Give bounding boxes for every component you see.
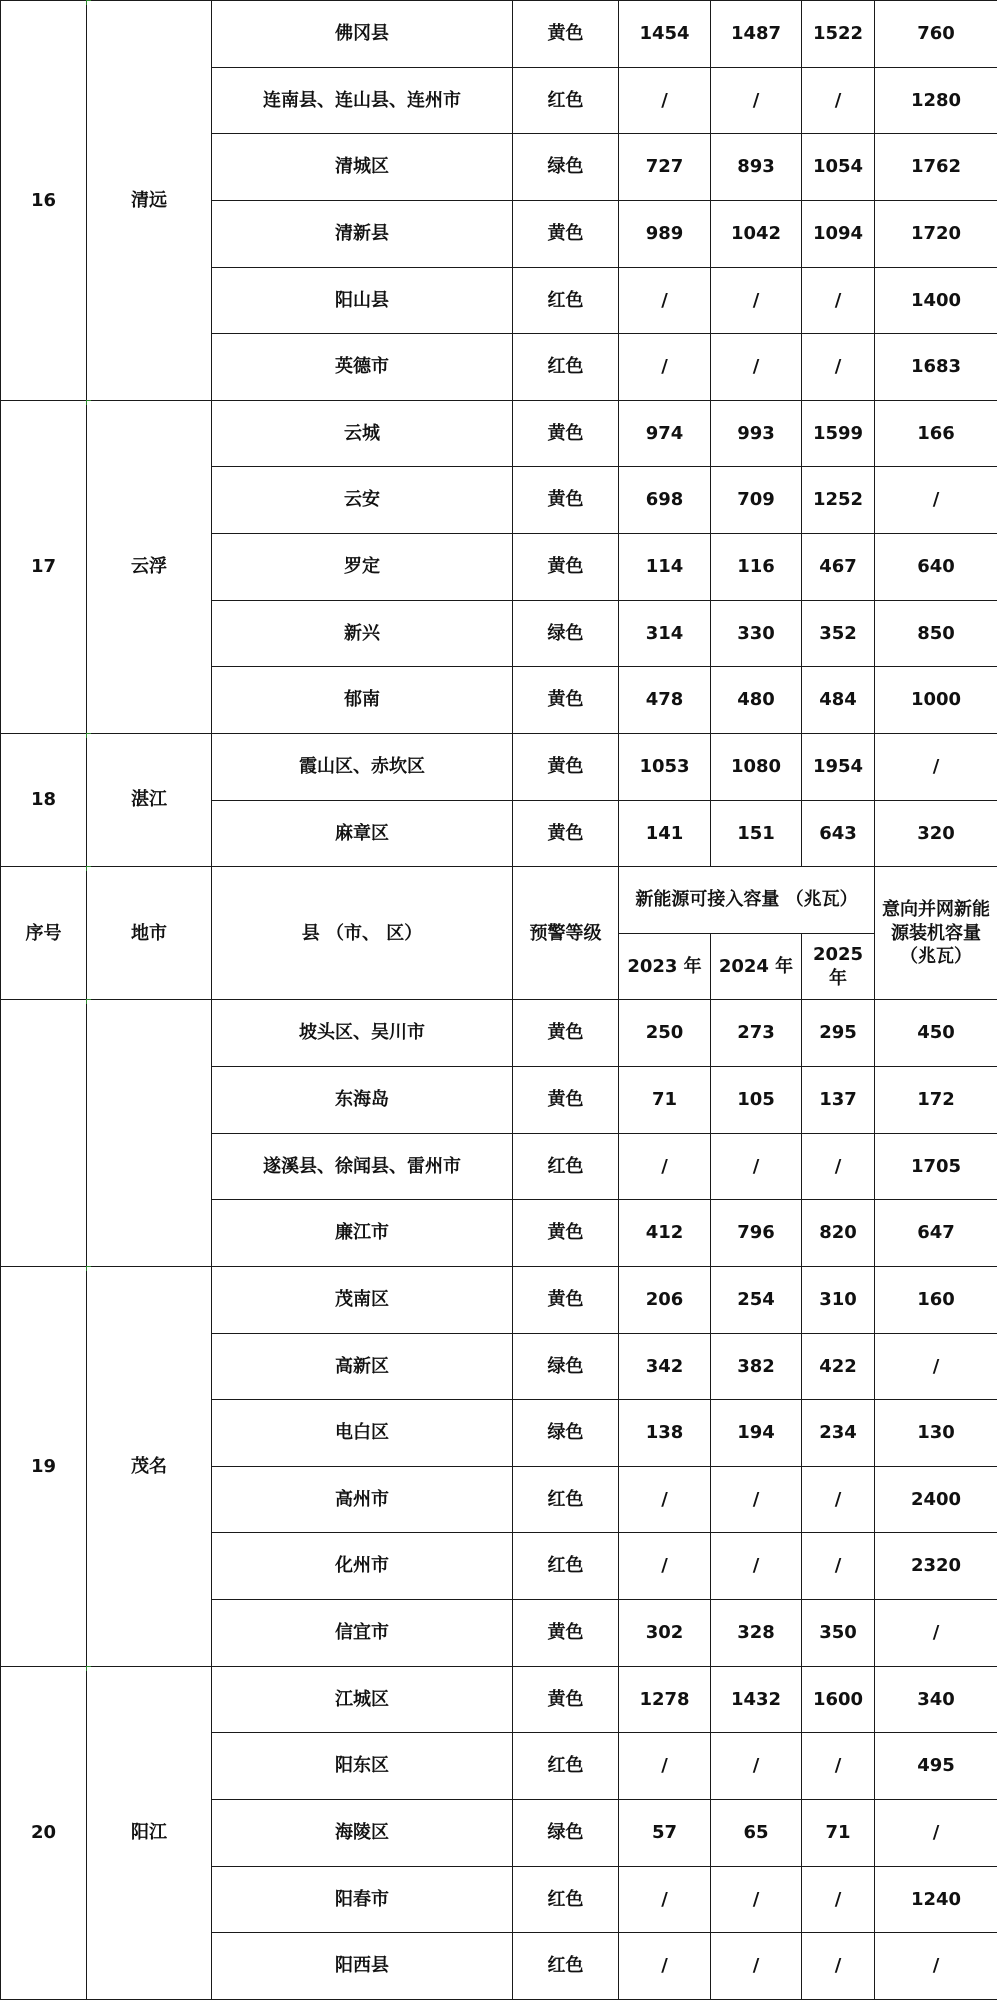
header-2024: 2024 年 — [711, 933, 802, 1000]
capacity-2025-cell: / — [802, 1466, 875, 1533]
table-row — [1, 1000, 997, 1067]
warning-level-cell: 黄色 — [513, 1200, 619, 1267]
city-cell — [87, 1000, 212, 1267]
capacity-2025-cell: 643 — [802, 800, 875, 867]
county-cell: 信宜市 — [212, 1600, 513, 1667]
intended-capacity-cell: 1400 — [875, 267, 997, 334]
warning-level-cell: 黄色 — [513, 1266, 619, 1333]
capacity-2024-cell: 151 — [711, 800, 802, 867]
table-row — [1, 1666, 997, 1733]
capacity-2025-cell: 352 — [802, 600, 875, 667]
intended-capacity-cell: 450 — [875, 1000, 997, 1067]
capacity-2023-cell: / — [619, 267, 711, 334]
county-cell: 江城区 — [212, 1666, 513, 1733]
capacity-2024-cell: 65 — [711, 1799, 802, 1866]
capacity-2024-cell: 194 — [711, 1400, 802, 1467]
county-cell: 阳东区 — [212, 1733, 513, 1800]
intended-capacity-cell: 1000 — [875, 667, 997, 734]
capacity-2023-cell: 478 — [619, 667, 711, 734]
capacity-2023-cell: 698 — [619, 467, 711, 534]
intended-capacity-cell: 640 — [875, 534, 997, 601]
intended-capacity-cell: / — [875, 1333, 997, 1400]
capacity-2023-cell: / — [619, 1466, 711, 1533]
county-cell: 清新县 — [212, 200, 513, 267]
intended-capacity-cell: / — [875, 467, 997, 534]
intended-capacity-cell: 160 — [875, 1266, 997, 1333]
header-2023: 2023 年 — [619, 933, 711, 1000]
capacity-2024-cell: 105 — [711, 1067, 802, 1134]
county-cell: 连南县、连山县、连州市 — [212, 67, 513, 134]
intended-capacity-cell: / — [875, 1600, 997, 1667]
capacity-2024-cell: / — [711, 67, 802, 134]
intended-capacity-cell: 320 — [875, 800, 997, 867]
intended-capacity-cell: 1240 — [875, 1866, 997, 1933]
county-cell: 电白区 — [212, 1400, 513, 1467]
city-cell: 云浮 — [87, 400, 212, 733]
intended-capacity-cell: / — [875, 1799, 997, 1866]
intended-capacity-cell: 172 — [875, 1067, 997, 1134]
capacity-2025-cell: 1094 — [802, 200, 875, 267]
warning-level-cell: 红色 — [513, 1733, 619, 1800]
county-cell: 东海岛 — [212, 1067, 513, 1134]
capacity-2024-cell: 796 — [711, 1200, 802, 1267]
capacity-2024-cell: 328 — [711, 1600, 802, 1667]
capacity-2024-cell: / — [711, 334, 802, 401]
capacity-2024-cell: 993 — [711, 400, 802, 467]
capacity-2024-cell: 1487 — [711, 1, 802, 68]
capacity-2025-cell: / — [802, 267, 875, 334]
county-cell: 郁南 — [212, 667, 513, 734]
header-city: 地市 — [87, 867, 212, 1000]
county-cell: 阳山县 — [212, 267, 513, 334]
capacity-2024-cell: 709 — [711, 467, 802, 534]
county-cell: 阳西县 — [212, 1933, 513, 2000]
capacity-2023-cell: / — [619, 1933, 711, 2000]
intended-capacity-cell: 2400 — [875, 1466, 997, 1533]
capacity-2025-cell: / — [802, 1733, 875, 1800]
table-row — [1, 733, 997, 800]
warning-level-cell: 红色 — [513, 1533, 619, 1600]
intended-capacity-cell: 760 — [875, 1, 997, 68]
intended-capacity-cell: 1280 — [875, 67, 997, 134]
warning-level-cell: 黄色 — [513, 800, 619, 867]
intended-capacity-cell: 340 — [875, 1666, 997, 1733]
header-county: 县 （市、 区） — [212, 867, 513, 1000]
city-cell: 清远 — [87, 1, 212, 401]
capacity-2024-cell: 382 — [711, 1333, 802, 1400]
warning-level-cell: 绿色 — [513, 1333, 619, 1400]
capacity-2025-cell: 467 — [802, 534, 875, 601]
capacity-2024-cell: 254 — [711, 1266, 802, 1333]
warning-level-cell: 红色 — [513, 1933, 619, 2000]
header-intended: 意向并网新能源装机容量 （兆瓦） — [875, 867, 997, 1000]
warning-level-cell: 黄色 — [513, 667, 619, 734]
table-body — [1, 1, 997, 2000]
warning-level-cell: 黄色 — [513, 200, 619, 267]
warning-level-cell: 红色 — [513, 1133, 619, 1200]
warning-level-cell: 红色 — [513, 1866, 619, 1933]
capacity-2023-cell: / — [619, 67, 711, 134]
intended-capacity-cell: 1720 — [875, 200, 997, 267]
row-index-cell: 19 — [1, 1266, 87, 1666]
county-cell: 新兴 — [212, 600, 513, 667]
capacity-2024-cell: / — [711, 1866, 802, 1933]
row-index-cell: 17 — [1, 400, 87, 733]
county-cell: 霞山区、赤坎区 — [212, 733, 513, 800]
capacity-2024-cell: 893 — [711, 134, 802, 201]
capacity-2023-cell: 1278 — [619, 1666, 711, 1733]
county-cell: 云城 — [212, 400, 513, 467]
capacity-2023-cell: / — [619, 1866, 711, 1933]
warning-level-cell: 红色 — [513, 267, 619, 334]
warning-level-cell: 绿色 — [513, 600, 619, 667]
city-cell: 阳江 — [87, 1666, 212, 1999]
capacity-2023-cell: 302 — [619, 1600, 711, 1667]
table-row — [1, 1266, 997, 1333]
intended-capacity-cell: 850 — [875, 600, 997, 667]
capacity-2023-cell: / — [619, 1533, 711, 1600]
intended-capacity-cell: 2320 — [875, 1533, 997, 1600]
capacity-2025-cell: / — [802, 1533, 875, 1600]
header-row — [1, 867, 997, 934]
capacity-2024-cell: 480 — [711, 667, 802, 734]
capacity-2023-cell: 1454 — [619, 1, 711, 68]
capacity-2023-cell: 342 — [619, 1333, 711, 1400]
warning-level-cell: 黄色 — [513, 467, 619, 534]
county-cell: 清城区 — [212, 134, 513, 201]
intended-capacity-cell: 130 — [875, 1400, 997, 1467]
warning-level-cell: 红色 — [513, 334, 619, 401]
city-cell: 湛江 — [87, 733, 212, 866]
capacity-2025-cell: 310 — [802, 1266, 875, 1333]
header-capacity-group: 新能源可接入容量 （兆瓦） — [619, 867, 875, 934]
county-cell: 坡头区、吴川市 — [212, 1000, 513, 1067]
capacity-2025-cell: / — [802, 1933, 875, 2000]
county-cell: 遂溪县、徐闻县、雷州市 — [212, 1133, 513, 1200]
capacity-2025-cell: / — [802, 334, 875, 401]
capacity-2024-cell: 330 — [711, 600, 802, 667]
capacity-2023-cell: 138 — [619, 1400, 711, 1467]
row-index-cell: 18 — [1, 733, 87, 866]
capacity-2024-cell: / — [711, 1733, 802, 1800]
warning-level-cell: 黄色 — [513, 1067, 619, 1134]
county-cell: 英德市 — [212, 334, 513, 401]
capacity-2024-cell: / — [711, 1466, 802, 1533]
warning-level-cell: 绿色 — [513, 134, 619, 201]
header-index: 序号 — [1, 867, 87, 1000]
warning-level-cell: 绿色 — [513, 1400, 619, 1467]
row-index-cell: 20 — [1, 1666, 87, 1999]
capacity-2024-cell: 1080 — [711, 733, 802, 800]
county-cell: 罗定 — [212, 534, 513, 601]
capacity-2023-cell: 727 — [619, 134, 711, 201]
warning-level-cell: 红色 — [513, 1466, 619, 1533]
capacity-2025-cell: 1054 — [802, 134, 875, 201]
warning-level-cell: 黄色 — [513, 1, 619, 68]
capacity-2025-cell: 1522 — [802, 1, 875, 68]
capacity-2023-cell: 57 — [619, 1799, 711, 1866]
county-cell: 麻章区 — [212, 800, 513, 867]
capacity-2025-cell: 350 — [802, 1600, 875, 1667]
capacity-2025-cell: 1954 — [802, 733, 875, 800]
capacity-2023-cell: / — [619, 1133, 711, 1200]
intended-capacity-cell: 1762 — [875, 134, 997, 201]
warning-level-cell: 黄色 — [513, 1600, 619, 1667]
capacity-2025-cell: 234 — [802, 1400, 875, 1467]
capacity-2025-cell: / — [802, 1866, 875, 1933]
header-2025: 2025 年 — [802, 933, 875, 1000]
capacity-2025-cell: / — [802, 67, 875, 134]
warning-level-cell: 黄色 — [513, 534, 619, 601]
capacity-2024-cell: 1042 — [711, 200, 802, 267]
county-cell: 高州市 — [212, 1466, 513, 1533]
table-row — [1, 400, 997, 467]
header-warning: 预警等级 — [513, 867, 619, 1000]
capacity-2023-cell: 71 — [619, 1067, 711, 1134]
county-cell: 云安 — [212, 467, 513, 534]
county-cell: 高新区 — [212, 1333, 513, 1400]
capacity-2025-cell: 1599 — [802, 400, 875, 467]
capacity-2023-cell: 989 — [619, 200, 711, 267]
intended-capacity-cell: / — [875, 733, 997, 800]
capacity-2024-cell: / — [711, 1533, 802, 1600]
capacity-2025-cell: 295 — [802, 1000, 875, 1067]
capacity-2025-cell: 1252 — [802, 467, 875, 534]
capacity-2024-cell: / — [711, 267, 802, 334]
county-cell: 化州市 — [212, 1533, 513, 1600]
capacity-2025-cell: 484 — [802, 667, 875, 734]
warning-level-cell: 黄色 — [513, 1000, 619, 1067]
capacity-2024-cell: 1432 — [711, 1666, 802, 1733]
county-cell: 阳春市 — [212, 1866, 513, 1933]
capacity-2023-cell: / — [619, 334, 711, 401]
row-index-cell: 16 — [1, 1, 87, 401]
warning-level-cell: 绿色 — [513, 1799, 619, 1866]
row-index-cell — [1, 1000, 87, 1267]
capacity-2024-cell: 116 — [711, 534, 802, 601]
warning-level-cell: 黄色 — [513, 1666, 619, 1733]
capacity-2025-cell: / — [802, 1133, 875, 1200]
capacity-2023-cell: / — [619, 1733, 711, 1800]
intended-capacity-cell: 495 — [875, 1733, 997, 1800]
county-cell: 廉江市 — [212, 1200, 513, 1267]
warning-level-cell: 红色 — [513, 67, 619, 134]
city-cell: 茂名 — [87, 1266, 212, 1666]
capacity-2023-cell: 206 — [619, 1266, 711, 1333]
capacity-2023-cell: 114 — [619, 534, 711, 601]
capacity-2025-cell: 1600 — [802, 1666, 875, 1733]
capacity-2023-cell: 412 — [619, 1200, 711, 1267]
capacity-2023-cell: 250 — [619, 1000, 711, 1067]
intended-capacity-cell: 166 — [875, 400, 997, 467]
capacity-2023-cell: 141 — [619, 800, 711, 867]
county-cell: 佛冈县 — [212, 1, 513, 68]
capacity-2023-cell: 974 — [619, 400, 711, 467]
intended-capacity-cell: / — [875, 1933, 997, 2000]
capacity-2024-cell: 273 — [711, 1000, 802, 1067]
capacity-2023-cell: 314 — [619, 600, 711, 667]
table-row — [1, 1, 997, 68]
capacity-2025-cell: 137 — [802, 1067, 875, 1134]
intended-capacity-cell: 647 — [875, 1200, 997, 1267]
capacity-2025-cell: 71 — [802, 1799, 875, 1866]
intended-capacity-cell: 1705 — [875, 1133, 997, 1200]
warning-level-cell: 黄色 — [513, 400, 619, 467]
capacity-2024-cell: / — [711, 1133, 802, 1200]
capacity-2024-cell: / — [711, 1933, 802, 2000]
capacity-2023-cell: 1053 — [619, 733, 711, 800]
warning-level-cell: 黄色 — [513, 733, 619, 800]
county-cell: 海陵区 — [212, 1799, 513, 1866]
capacity-2025-cell: 422 — [802, 1333, 875, 1400]
county-cell: 茂南区 — [212, 1266, 513, 1333]
capacity-2025-cell: 820 — [802, 1200, 875, 1267]
intended-capacity-cell: 1683 — [875, 334, 997, 401]
